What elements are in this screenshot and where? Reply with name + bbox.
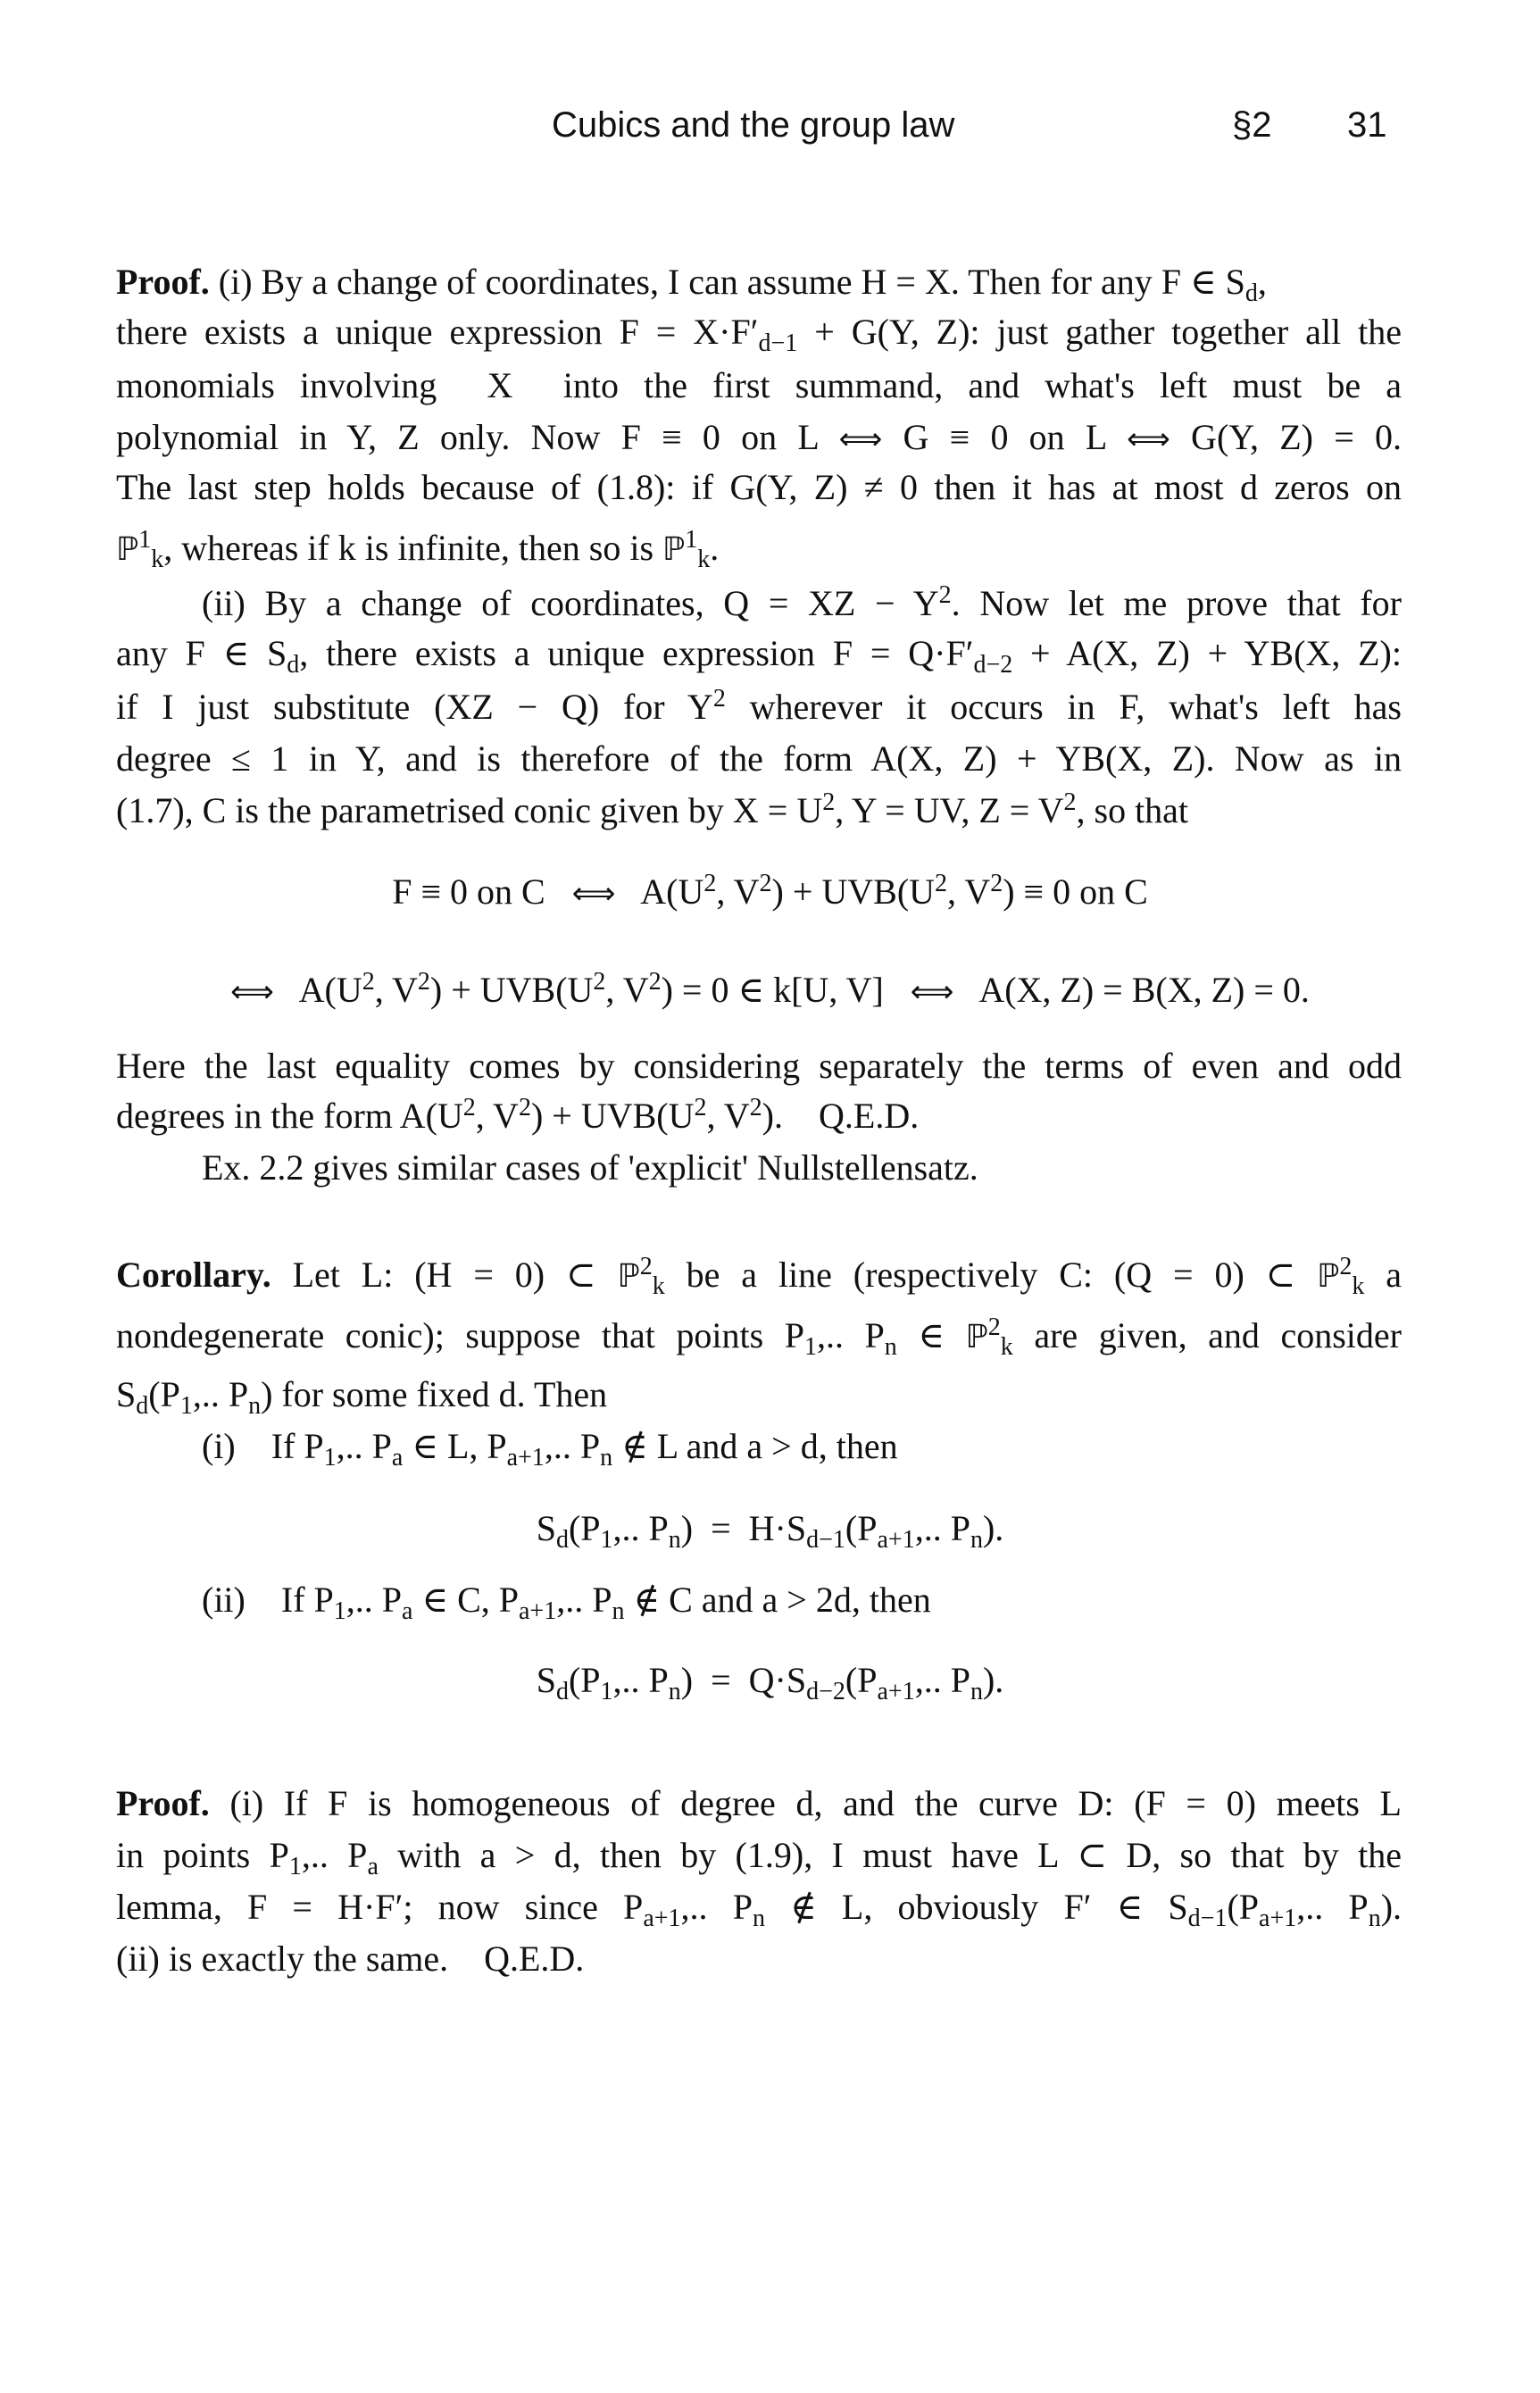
display-equation: $S_d(P_1$,.. $P_n) = Q\cdot S_{d-2}(P_{a+1}$,.. $P_n$). xyxy=(536,1660,1004,1705)
display-equation: F ≡ 0 on C ⟺ $A(U^2$, $V^2) + UVB(U^2$, $V^2) \equiv 0$ on C xyxy=(392,870,1148,912)
running-title: Cubics and the group law xyxy=(552,105,955,145)
text-line: Proof. (i) By a change of coordinates, I can assume H = X. Then for any F ∈ $S_d$, xyxy=(116,262,1267,307)
text-line: The last step holds because of (1.8): if G(Y, Z) ≠ 0 then it has at most d zeros on xyxy=(116,467,1402,507)
page-number: 31 xyxy=(1347,105,1387,145)
text-line: (ii) If $P_1$,.. $P_a$ ∈ C, $P_{a+1}$,.. $P_n$ ∉ C and a > 2d, then xyxy=(202,1580,931,1625)
section-number: §2 xyxy=(1232,105,1272,145)
text-line: in points $P_1$,.. $P_a$ with a > d, then by (1.9), I must have L ⊂ D, so that by the xyxy=(116,1835,1402,1880)
text-line: if I just substitute (XZ − Q) for $Y^2$ wherever it occurs in F, what's left has xyxy=(116,685,1402,727)
text-line: Proof. (i) If F is homogeneous of degree d, and the curve D: (F = 0) meets L xyxy=(116,1783,1402,1823)
text-line: Here the last equality comes by considering separately the terms of even and odd xyxy=(116,1046,1402,1086)
text-line: (i) If $P_1$,.. $P_a$ ∈ L, $P_{a+1}$,.. $P_n$ ∉ L and a > d, then xyxy=(202,1426,898,1472)
text-line: (ii) By a change of coordinates, Q = XZ − $Y^2$. Now let me prove that for xyxy=(202,581,1402,623)
text-line: Corollary. Let L: (H = 0) ⊂ ℙ$^2_k$ be a line (respectively C: (Q = 0) ⊂ ℙ$^2_k$ a xyxy=(116,1253,1402,1300)
display-equation: ⟺ $A(U^2$, $V^2) + UVB(U^2$, $V^2) = 0$ ∈ k[U, V] ⟺ A(X, Z) = B(X, Z) = 0. xyxy=(230,968,1310,1010)
proof-label: Proof. xyxy=(116,1783,210,1823)
text-line: monomials involving X into the first summand, and what's left must be a xyxy=(116,365,1402,405)
proof-label: Proof. xyxy=(116,262,210,302)
text-line: degrees in the form $A(U^2$, $V^2) + UVB(U^2$, $V^2$). Q.E.D. xyxy=(116,1094,920,1136)
text-line: (1.7), C is the parametrised conic given by $X = U^2$, Y = UV, $Z = V^2$, so that xyxy=(116,788,1189,830)
text-line: any F ∈ $S_d$, there exists a unique expression $F = Q\cdot F'_{d-2} + A(X$, Z) + YB(X, Z): xyxy=(116,633,1402,679)
text-line: lemma, F = H·F′; now since $P_{a+1}$,.. $P_n$ ∉ L, obviously F′ ∈ $S_{d-1}(P_{a+1}$,.. $P_n$). xyxy=(116,1887,1403,1932)
corollary-label: Corollary. xyxy=(116,1255,271,1295)
text-line: Ex. 2.2 gives similar cases of 'explicit' Nullstellensatz. xyxy=(202,1147,978,1188)
text-line: ℙ$^1_k$, whereas if k is infinite, then so is ℙ$^1_k$. xyxy=(116,526,720,573)
page-header xyxy=(0,105,1540,159)
text-line: $S_d(P_1$,.. $P_n$) for some fixed d. Then xyxy=(116,1374,608,1420)
display-equation: $S_d(P_1$,.. $P_n) = H\cdot S_{d-1}(P_{a+1}$,.. $P_n$). xyxy=(536,1508,1004,1554)
text-line: there exists a unique expression $F = X\cdot F'_{d-1} + G(Y$, Z): just gather together all the xyxy=(116,312,1402,357)
text-line: nondegenerate conic); suppose that points $P_1$,.. $P_n$ ∈ ℙ$^2_k$ are given, and consider xyxy=(116,1313,1402,1361)
text-line: polynomial in Y, Z only. Now F ≡ 0 on L ⟺ G ≡ 0 on L ⟺ G(Y, Z) = 0. xyxy=(116,417,1402,457)
text-line: (ii) is exactly the same. Q.E.D. xyxy=(116,1939,585,1979)
text-line: degree ≤ 1 in Y, and is therefore of the form A(X, Z) + YB(X, Z). Now as in xyxy=(116,738,1402,779)
